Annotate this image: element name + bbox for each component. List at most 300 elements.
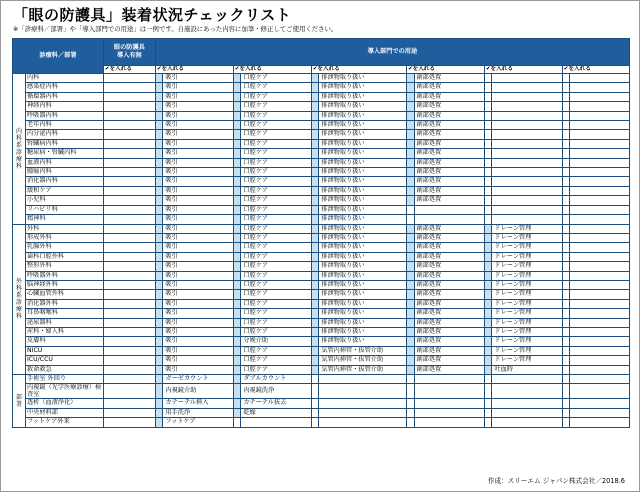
usage-check-cell[interactable] bbox=[233, 121, 241, 130]
usage-check-cell[interactable] bbox=[562, 177, 570, 186]
usage-check-cell[interactable] bbox=[484, 149, 492, 158]
usage-label: ドレーン管理 bbox=[492, 224, 562, 233]
usage-check-cell[interactable] bbox=[406, 384, 414, 399]
usage-check-cell[interactable] bbox=[155, 408, 163, 417]
eye-protection-check-cell[interactable] bbox=[103, 224, 155, 233]
usage-check-cell[interactable] bbox=[406, 121, 414, 130]
usage-check-cell[interactable] bbox=[406, 408, 414, 417]
usage-check-cell[interactable] bbox=[233, 299, 241, 308]
usage-check-cell[interactable] bbox=[311, 111, 319, 120]
usage-check-cell[interactable] bbox=[233, 139, 241, 148]
usage-check-cell[interactable] bbox=[562, 243, 570, 252]
usage-check-cell[interactable] bbox=[311, 309, 319, 318]
usage-check-cell[interactable] bbox=[406, 130, 414, 139]
usage-check-cell[interactable] bbox=[406, 158, 414, 167]
usage-check-cell[interactable] bbox=[155, 299, 163, 308]
usage-check-cell[interactable] bbox=[484, 74, 492, 83]
check-header: ✔を入れる bbox=[233, 66, 311, 74]
eye-protection-check-cell[interactable] bbox=[103, 262, 155, 271]
usage-check-cell[interactable] bbox=[233, 375, 241, 384]
usage-check-cell[interactable] bbox=[311, 365, 319, 374]
usage-check-cell[interactable] bbox=[562, 224, 570, 233]
usage-check-cell[interactable] bbox=[155, 418, 163, 427]
usage-label: 排泄物取り扱い bbox=[319, 102, 407, 111]
usage-check-cell[interactable] bbox=[484, 130, 492, 139]
usage-check-cell[interactable] bbox=[155, 318, 163, 327]
usage-check-cell[interactable] bbox=[406, 74, 414, 83]
usage-check-cell[interactable] bbox=[311, 158, 319, 167]
usage-check-cell[interactable] bbox=[406, 233, 414, 242]
usage-label: 吸引 bbox=[163, 205, 233, 214]
usage-check-cell[interactable] bbox=[311, 252, 319, 261]
usage-check-cell[interactable] bbox=[484, 224, 492, 233]
usage-check-cell[interactable] bbox=[484, 384, 492, 399]
usage-check-cell[interactable] bbox=[311, 243, 319, 252]
usage-check-cell[interactable] bbox=[406, 337, 414, 346]
usage-check-cell[interactable] bbox=[311, 83, 319, 92]
usage-check-cell[interactable] bbox=[233, 346, 241, 355]
usage-check-cell[interactable] bbox=[155, 215, 163, 224]
eye-protection-check-cell[interactable] bbox=[103, 375, 155, 384]
usage-check-cell[interactable] bbox=[155, 196, 163, 205]
eye-protection-check-cell[interactable] bbox=[103, 271, 155, 280]
table-row bbox=[13, 346, 630, 355]
usage-check-cell[interactable] bbox=[406, 309, 414, 318]
usage-check-cell[interactable] bbox=[562, 290, 570, 299]
eye-protection-check-cell[interactable] bbox=[103, 365, 155, 374]
usage-check-cell[interactable] bbox=[484, 365, 492, 374]
usage-check-cell[interactable] bbox=[562, 215, 570, 224]
usage-check-cell[interactable] bbox=[233, 177, 241, 186]
eye-protection-check-cell[interactable] bbox=[103, 186, 155, 195]
usage-check-cell[interactable] bbox=[406, 262, 414, 271]
usage-label: 創部処置 bbox=[414, 92, 484, 101]
usage-check-cell[interactable] bbox=[562, 318, 570, 327]
usage-check-cell[interactable] bbox=[406, 83, 414, 92]
usage-check-cell[interactable] bbox=[155, 158, 163, 167]
usage-check-cell[interactable] bbox=[311, 375, 319, 384]
usage-check-cell[interactable] bbox=[311, 356, 319, 365]
usage-check-cell[interactable] bbox=[155, 83, 163, 92]
usage-check-cell[interactable] bbox=[484, 92, 492, 101]
usage-check-cell[interactable] bbox=[155, 102, 163, 111]
usage-check-cell[interactable] bbox=[155, 130, 163, 139]
usage-check-cell[interactable] bbox=[562, 271, 570, 280]
usage-check-cell[interactable] bbox=[406, 399, 414, 408]
eye-protection-check-cell[interactable] bbox=[103, 408, 155, 417]
usage-label: ドレーン管理 bbox=[492, 271, 562, 280]
usage-check-cell[interactable] bbox=[406, 215, 414, 224]
usage-check-cell[interactable] bbox=[311, 92, 319, 101]
usage-check-cell[interactable] bbox=[484, 299, 492, 308]
usage-check-cell[interactable] bbox=[406, 318, 414, 327]
eye-protection-check-cell[interactable] bbox=[103, 280, 155, 289]
usage-check-cell[interactable] bbox=[155, 384, 163, 399]
usage-label: 分娩介助 bbox=[241, 337, 311, 346]
usage-label: 創部処置 bbox=[414, 243, 484, 252]
dept-name: 呼吸器内科 bbox=[25, 111, 103, 120]
usage-check-cell[interactable] bbox=[484, 83, 492, 92]
usage-check-cell[interactable] bbox=[233, 233, 241, 242]
eye-protection-check-cell[interactable] bbox=[103, 299, 155, 308]
dept-name: 呼吸器外科 bbox=[25, 271, 103, 280]
usage-check-cell[interactable] bbox=[406, 92, 414, 101]
eye-protection-check-cell[interactable] bbox=[103, 92, 155, 101]
usage-check-cell[interactable] bbox=[406, 205, 414, 214]
usage-check-cell[interactable] bbox=[406, 149, 414, 158]
usage-label: ドレーン管理 bbox=[492, 309, 562, 318]
usage-check-cell[interactable] bbox=[562, 158, 570, 167]
usage-check-cell[interactable] bbox=[233, 337, 241, 346]
usage-check-cell[interactable] bbox=[562, 365, 570, 374]
usage-check-cell[interactable] bbox=[406, 111, 414, 120]
usage-check-cell[interactable] bbox=[562, 408, 570, 417]
eye-protection-check-cell[interactable] bbox=[103, 346, 155, 355]
eye-protection-check-cell[interactable] bbox=[103, 196, 155, 205]
usage-check-cell[interactable] bbox=[155, 149, 163, 158]
eye-protection-check-cell[interactable] bbox=[103, 252, 155, 261]
usage-check-cell[interactable] bbox=[406, 224, 414, 233]
usage-check-cell[interactable] bbox=[311, 408, 319, 417]
usage-check-cell[interactable] bbox=[484, 121, 492, 130]
usage-check-cell[interactable] bbox=[562, 168, 570, 177]
group-label-internal: 内科系診療科 bbox=[13, 74, 26, 225]
usage-check-cell[interactable] bbox=[406, 252, 414, 261]
usage-check-cell[interactable] bbox=[484, 271, 492, 280]
eye-protection-check-cell[interactable] bbox=[103, 74, 155, 83]
usage-check-cell[interactable] bbox=[562, 356, 570, 365]
usage-check-cell[interactable] bbox=[311, 168, 319, 177]
usage-check-cell[interactable] bbox=[562, 196, 570, 205]
usage-check-cell[interactable] bbox=[233, 408, 241, 417]
usage-check-cell[interactable] bbox=[484, 215, 492, 224]
usage-check-cell[interactable] bbox=[233, 262, 241, 271]
usage-check-cell[interactable] bbox=[311, 177, 319, 186]
usage-check-cell[interactable] bbox=[562, 280, 570, 289]
usage-check-cell[interactable] bbox=[562, 83, 570, 92]
usage-check-cell[interactable] bbox=[311, 399, 319, 408]
usage-label: 吸引 bbox=[163, 318, 233, 327]
usage-label: 吸引 bbox=[163, 111, 233, 120]
usage-check-cell[interactable] bbox=[155, 139, 163, 148]
usage-check-cell[interactable] bbox=[406, 418, 414, 427]
usage-check-cell[interactable] bbox=[155, 346, 163, 355]
usage-check-cell[interactable] bbox=[155, 252, 163, 261]
usage-check-cell[interactable] bbox=[233, 186, 241, 195]
usage-check-cell[interactable] bbox=[484, 233, 492, 242]
table-row bbox=[13, 337, 630, 346]
usage-check-cell[interactable] bbox=[155, 327, 163, 336]
usage-check-cell[interactable] bbox=[233, 365, 241, 374]
usage-check-cell[interactable] bbox=[484, 375, 492, 384]
usage-check-cell[interactable] bbox=[311, 215, 319, 224]
usage-check-cell[interactable] bbox=[562, 149, 570, 158]
usage-label bbox=[414, 408, 484, 417]
usage-check-cell[interactable] bbox=[562, 327, 570, 336]
usage-check-cell[interactable] bbox=[311, 233, 319, 242]
usage-check-cell[interactable] bbox=[484, 290, 492, 299]
usage-label bbox=[570, 418, 630, 427]
usage-check-cell[interactable] bbox=[484, 262, 492, 271]
usage-check-cell[interactable] bbox=[562, 252, 570, 261]
usage-check-cell[interactable] bbox=[233, 327, 241, 336]
usage-check-cell[interactable] bbox=[406, 365, 414, 374]
usage-check-cell[interactable] bbox=[155, 224, 163, 233]
usage-check-cell[interactable] bbox=[406, 102, 414, 111]
usage-check-cell[interactable] bbox=[406, 177, 414, 186]
usage-label: 吸引 bbox=[163, 121, 233, 130]
usage-check-cell[interactable] bbox=[155, 111, 163, 120]
usage-check-cell[interactable] bbox=[484, 205, 492, 214]
usage-check-cell[interactable] bbox=[406, 290, 414, 299]
usage-check-cell[interactable] bbox=[233, 384, 241, 399]
usage-check-cell[interactable] bbox=[233, 271, 241, 280]
usage-check-cell[interactable] bbox=[562, 111, 570, 120]
eye-protection-check-cell[interactable] bbox=[103, 121, 155, 130]
usage-check-cell[interactable] bbox=[233, 243, 241, 252]
usage-check-cell[interactable] bbox=[311, 74, 319, 83]
usage-check-cell[interactable] bbox=[233, 168, 241, 177]
usage-check-cell[interactable] bbox=[155, 262, 163, 271]
usage-check-cell[interactable] bbox=[484, 158, 492, 167]
table-row bbox=[13, 224, 630, 233]
usage-check-cell[interactable] bbox=[155, 356, 163, 365]
usage-check-cell[interactable] bbox=[233, 205, 241, 214]
usage-check-cell[interactable] bbox=[311, 271, 319, 280]
eye-protection-check-cell[interactable] bbox=[103, 149, 155, 158]
usage-check-cell[interactable] bbox=[406, 356, 414, 365]
usage-label: 口腔ケア bbox=[241, 318, 311, 327]
usage-check-cell[interactable] bbox=[484, 139, 492, 148]
usage-check-cell[interactable] bbox=[155, 243, 163, 252]
eye-protection-check-cell[interactable] bbox=[103, 337, 155, 346]
usage-label: 創部処置 bbox=[414, 356, 484, 365]
usage-check-cell[interactable] bbox=[311, 262, 319, 271]
usage-check-cell[interactable] bbox=[406, 243, 414, 252]
usage-check-cell[interactable] bbox=[311, 205, 319, 214]
usage-check-cell[interactable] bbox=[233, 158, 241, 167]
usage-check-cell[interactable] bbox=[311, 121, 319, 130]
usage-label: 吸引 bbox=[163, 365, 233, 374]
usage-check-cell[interactable] bbox=[562, 102, 570, 111]
usage-check-cell[interactable] bbox=[484, 196, 492, 205]
usage-check-cell[interactable] bbox=[562, 399, 570, 408]
usage-check-cell[interactable] bbox=[233, 356, 241, 365]
usage-check-cell[interactable] bbox=[233, 290, 241, 299]
usage-check-cell[interactable] bbox=[562, 299, 570, 308]
usage-check-cell[interactable] bbox=[562, 233, 570, 242]
eye-protection-check-cell[interactable] bbox=[103, 215, 155, 224]
eye-protection-check-cell[interactable] bbox=[103, 111, 155, 120]
usage-check-cell[interactable] bbox=[155, 74, 163, 83]
usage-check-cell[interactable] bbox=[155, 92, 163, 101]
usage-check-cell[interactable] bbox=[155, 399, 163, 408]
eye-protection-check-cell[interactable] bbox=[103, 139, 155, 148]
eye-protection-check-cell[interactable] bbox=[103, 356, 155, 365]
usage-check-cell[interactable] bbox=[311, 224, 319, 233]
usage-check-cell[interactable] bbox=[562, 346, 570, 355]
eye-protection-check-cell[interactable] bbox=[103, 318, 155, 327]
usage-check-cell[interactable] bbox=[484, 356, 492, 365]
usage-check-cell[interactable] bbox=[484, 309, 492, 318]
usage-check-cell[interactable] bbox=[562, 121, 570, 130]
usage-check-cell[interactable] bbox=[562, 205, 570, 214]
usage-check-cell[interactable] bbox=[155, 177, 163, 186]
usage-check-cell[interactable] bbox=[484, 111, 492, 120]
eye-protection-check-cell[interactable] bbox=[103, 243, 155, 252]
usage-check-cell[interactable] bbox=[233, 111, 241, 120]
usage-check-cell[interactable] bbox=[562, 418, 570, 427]
usage-check-cell[interactable] bbox=[562, 309, 570, 318]
dept-name: 透析（血液浄化） bbox=[25, 399, 103, 408]
usage-label: 排泄物取り扱い bbox=[319, 130, 407, 139]
usage-check-cell[interactable] bbox=[311, 346, 319, 355]
usage-check-cell[interactable] bbox=[155, 205, 163, 214]
usage-check-cell[interactable] bbox=[233, 399, 241, 408]
usage-check-cell[interactable] bbox=[155, 168, 163, 177]
eye-protection-check-cell[interactable] bbox=[103, 290, 155, 299]
usage-check-cell[interactable] bbox=[484, 418, 492, 427]
usage-check-cell[interactable] bbox=[484, 102, 492, 111]
usage-check-cell[interactable] bbox=[155, 186, 163, 195]
usage-check-cell[interactable] bbox=[484, 346, 492, 355]
table-row bbox=[13, 233, 630, 242]
usage-check-cell[interactable] bbox=[233, 149, 241, 158]
usage-check-cell[interactable] bbox=[484, 408, 492, 417]
usage-check-cell[interactable] bbox=[562, 262, 570, 271]
usage-check-cell[interactable] bbox=[484, 186, 492, 195]
usage-check-cell[interactable] bbox=[406, 327, 414, 336]
usage-check-cell[interactable] bbox=[562, 92, 570, 101]
usage-check-cell[interactable] bbox=[484, 252, 492, 261]
usage-check-cell[interactable] bbox=[406, 346, 414, 355]
eye-protection-check-cell[interactable] bbox=[103, 233, 155, 242]
usage-check-cell[interactable] bbox=[562, 337, 570, 346]
usage-label bbox=[492, 408, 562, 417]
table-row bbox=[13, 418, 630, 427]
eye-protection-check-cell[interactable] bbox=[103, 158, 155, 167]
dept-name: フットケア外来 bbox=[25, 418, 103, 427]
usage-check-cell[interactable] bbox=[484, 399, 492, 408]
usage-label bbox=[492, 177, 562, 186]
usage-check-cell[interactable] bbox=[155, 271, 163, 280]
usage-check-cell[interactable] bbox=[406, 280, 414, 289]
usage-check-cell[interactable] bbox=[311, 318, 319, 327]
eye-protection-check-cell[interactable] bbox=[103, 384, 155, 399]
usage-check-cell[interactable] bbox=[233, 196, 241, 205]
usage-check-cell[interactable] bbox=[155, 309, 163, 318]
usage-check-cell[interactable] bbox=[311, 337, 319, 346]
usage-check-cell[interactable] bbox=[155, 280, 163, 289]
usage-check-cell[interactable] bbox=[233, 318, 241, 327]
dept-name: 消化器外科 bbox=[25, 299, 103, 308]
usage-check-cell[interactable] bbox=[311, 130, 319, 139]
usage-check-cell[interactable] bbox=[311, 299, 319, 308]
usage-label bbox=[570, 299, 630, 308]
usage-check-cell[interactable] bbox=[233, 92, 241, 101]
usage-label bbox=[570, 111, 630, 120]
usage-check-cell[interactable] bbox=[155, 365, 163, 374]
eye-protection-check-cell[interactable] bbox=[103, 399, 155, 408]
usage-check-cell[interactable] bbox=[311, 139, 319, 148]
usage-check-cell[interactable] bbox=[406, 186, 414, 195]
usage-label: ドレーン管理 bbox=[492, 243, 562, 252]
usage-check-cell[interactable] bbox=[311, 280, 319, 289]
usage-check-cell[interactable] bbox=[406, 196, 414, 205]
usage-check-cell[interactable] bbox=[406, 139, 414, 148]
usage-check-cell[interactable] bbox=[233, 309, 241, 318]
usage-check-cell[interactable] bbox=[233, 74, 241, 83]
usage-check-cell[interactable] bbox=[484, 327, 492, 336]
usage-check-cell[interactable] bbox=[233, 224, 241, 233]
usage-check-cell[interactable] bbox=[484, 280, 492, 289]
usage-check-cell[interactable] bbox=[311, 102, 319, 111]
usage-check-cell[interactable] bbox=[155, 375, 163, 384]
eye-protection-check-cell[interactable] bbox=[103, 309, 155, 318]
eye-protection-check-cell[interactable] bbox=[103, 83, 155, 92]
eye-protection-check-cell[interactable] bbox=[103, 102, 155, 111]
usage-check-cell[interactable] bbox=[562, 74, 570, 83]
eye-protection-check-cell[interactable] bbox=[103, 168, 155, 177]
usage-check-cell[interactable] bbox=[155, 290, 163, 299]
usage-check-cell[interactable] bbox=[562, 375, 570, 384]
usage-check-cell[interactable] bbox=[233, 215, 241, 224]
usage-label: 吸引 bbox=[163, 196, 233, 205]
eye-protection-check-cell[interactable] bbox=[103, 418, 155, 427]
usage-label: ドレーン管理 bbox=[492, 262, 562, 271]
usage-check-cell[interactable] bbox=[233, 83, 241, 92]
usage-check-cell[interactable] bbox=[311, 327, 319, 336]
usage-check-cell[interactable] bbox=[484, 243, 492, 252]
usage-check-cell[interactable] bbox=[311, 196, 319, 205]
usage-check-cell[interactable] bbox=[233, 252, 241, 261]
usage-check-cell[interactable] bbox=[155, 233, 163, 242]
usage-check-cell[interactable] bbox=[311, 149, 319, 158]
usage-label: 吸引 bbox=[163, 92, 233, 101]
usage-check-cell[interactable] bbox=[311, 290, 319, 299]
usage-check-cell[interactable] bbox=[562, 384, 570, 399]
usage-check-cell[interactable] bbox=[311, 384, 319, 399]
eye-protection-check-cell[interactable] bbox=[103, 130, 155, 139]
usage-check-cell[interactable] bbox=[484, 337, 492, 346]
usage-check-cell[interactable] bbox=[484, 168, 492, 177]
usage-check-cell[interactable] bbox=[406, 271, 414, 280]
eye-protection-check-cell[interactable] bbox=[103, 327, 155, 336]
usage-check-cell[interactable] bbox=[311, 418, 319, 427]
table-row bbox=[13, 290, 630, 299]
usage-check-cell[interactable] bbox=[311, 186, 319, 195]
usage-check-cell[interactable] bbox=[406, 375, 414, 384]
usage-check-cell[interactable] bbox=[484, 177, 492, 186]
eye-protection-check-cell[interactable] bbox=[103, 205, 155, 214]
usage-check-cell[interactable] bbox=[233, 280, 241, 289]
usage-check-cell[interactable] bbox=[406, 299, 414, 308]
usage-check-cell[interactable] bbox=[155, 337, 163, 346]
usage-check-cell[interactable] bbox=[562, 130, 570, 139]
usage-label: 吸引 bbox=[163, 271, 233, 280]
usage-check-cell[interactable] bbox=[233, 102, 241, 111]
eye-protection-check-cell[interactable] bbox=[103, 177, 155, 186]
usage-check-cell[interactable] bbox=[406, 168, 414, 177]
usage-label: 口腔ケア bbox=[241, 280, 311, 289]
usage-check-cell[interactable] bbox=[233, 418, 241, 427]
usage-check-cell[interactable] bbox=[233, 130, 241, 139]
usage-check-cell[interactable] bbox=[484, 318, 492, 327]
usage-check-cell[interactable] bbox=[562, 186, 570, 195]
usage-label: 創部処置 bbox=[414, 299, 484, 308]
usage-check-cell[interactable] bbox=[562, 139, 570, 148]
usage-check-cell[interactable] bbox=[155, 121, 163, 130]
